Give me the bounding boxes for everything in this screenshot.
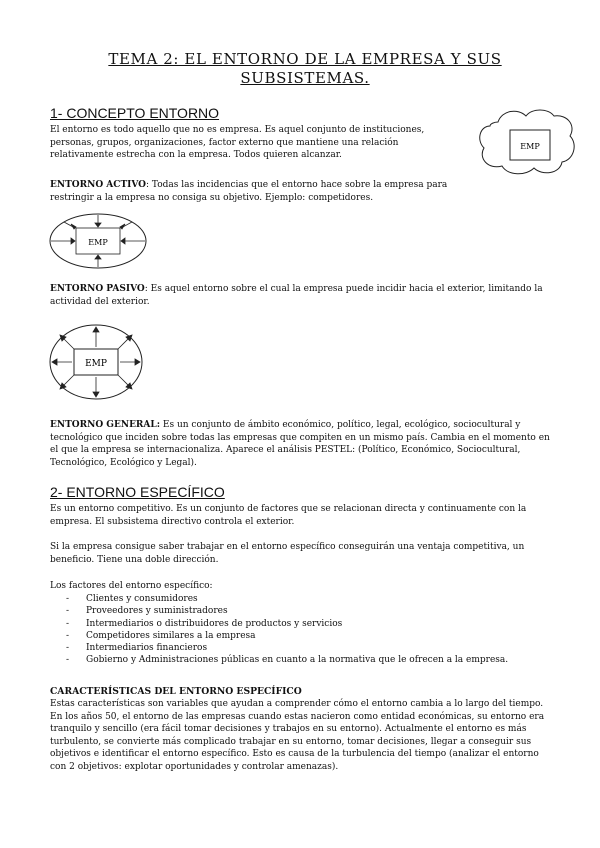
pasivo-emp-label: EMP [85, 359, 107, 369]
activo-emp-label: EMP [88, 238, 108, 247]
activo-text: : Todas las incidencias que el entorno hace sobre la empresa para restringir a la empresa no consiga su objetivo. Ejemplo: competidores. [50, 180, 448, 203]
concepto-paragraph: El entorno es todo aquello que no es empresa. Es aquel conjunto de instituciones, personas, grupos, organizaciones, factor externo que mantiene una relación relativamente estrecha con la empresa. Todos quieren alcanzar. [50, 125, 425, 161]
especifico-paragraph-2: Si la empresa consigue saber trabajar en el entorno específico conseguirán una ventaja competitiva, un beneficio. Tiene una doble dirección. [50, 542, 525, 565]
list-item: - Gobierno y Administraciones públicas en cuanto a la normativa que le ofrecen a la empresa. [62, 654, 508, 666]
list-item: - Intermediarios o distribuidores de productos y servicios [62, 618, 508, 630]
list-item: - Clientes y consumidores [62, 593, 508, 605]
section-heading-especifico: 2- ENTORNO ESPECÍFICO [50, 484, 225, 500]
list-item: - Competidores similares a la empresa [62, 630, 508, 642]
general-text: Es un conjunto de ámbito económico, político, legal, ecológico, sociocultural y tecnológico que inciden sobre todas las empresas que compiten en un mismo país. Cambia en el momento en el que la empresa se internacionaliza. Aparece el análisis PESTEL: (Político, Económico, Sociocultural, Tecnológico, Ecológico y Legal). [50, 420, 550, 468]
list-item: - Proveedores y suministradores [62, 605, 508, 617]
pasivo-text: : Es aquel entorno sobre el cual la empresa puede incidir hacia el exterior, limitando la actividad del exterior. [50, 284, 543, 307]
activo-diagram [48, 212, 148, 270]
activo-term: ENTORNO ACTIVO [50, 180, 147, 190]
activo-paragraph [50, 179, 460, 204]
especifico-paragraph-1: Es un entorno competitivo. Es un conjunto de factores que se relacionan directa y continuamente con la empresa. El subsistema directivo controla el exterior. [50, 504, 527, 527]
characteristics-paragraph: Estas características son variables que ayudan a comprender cómo el entorno cambia a lo largo del tiempo. En los años 50, el entorno de las empresas cuando estas nacieron como entidad económicas, su entorno era tranquilo y sencillo (era fácil tomar decisiones y trabajos en su entorno). Actualmente el entorno es más turbulento, se convierte más complicado trabajar en su entorno, tomar decisiones, llegar a conseguir sus objetivos e identificar el entorno específico. Esto es causa de la turbulencia del tiempo (analizar el entorno con 2 objetivos: explotar oportunidades y controlar amenazas). [50, 699, 545, 772]
page-title: TEMA 2: EL ENTORNO DE LA EMPRESA Y SUS SUBSISTEMAS. [108, 50, 502, 87]
cloud-diagram [476, 106, 578, 178]
pasivo-paragraph [50, 283, 550, 308]
factors-intro: Los factores del entorno específico: [50, 581, 213, 591]
characteristics-heading: CARACTERÍSTICAS DEL ENTORNO ESPECÍFICO [50, 686, 302, 697]
general-term: ENTORNO GENERAL: [50, 420, 161, 430]
list-item: - Intermediarios financieros [62, 642, 508, 654]
pasivo-diagram [48, 323, 144, 401]
factors-list [62, 593, 508, 667]
section-heading-concepto: 1- CONCEPTO ENTORNO [50, 105, 220, 121]
emp-label: EMP [520, 142, 540, 151]
pasivo-term: ENTORNO PASIVO [50, 284, 145, 294]
general-paragraph [50, 419, 550, 469]
